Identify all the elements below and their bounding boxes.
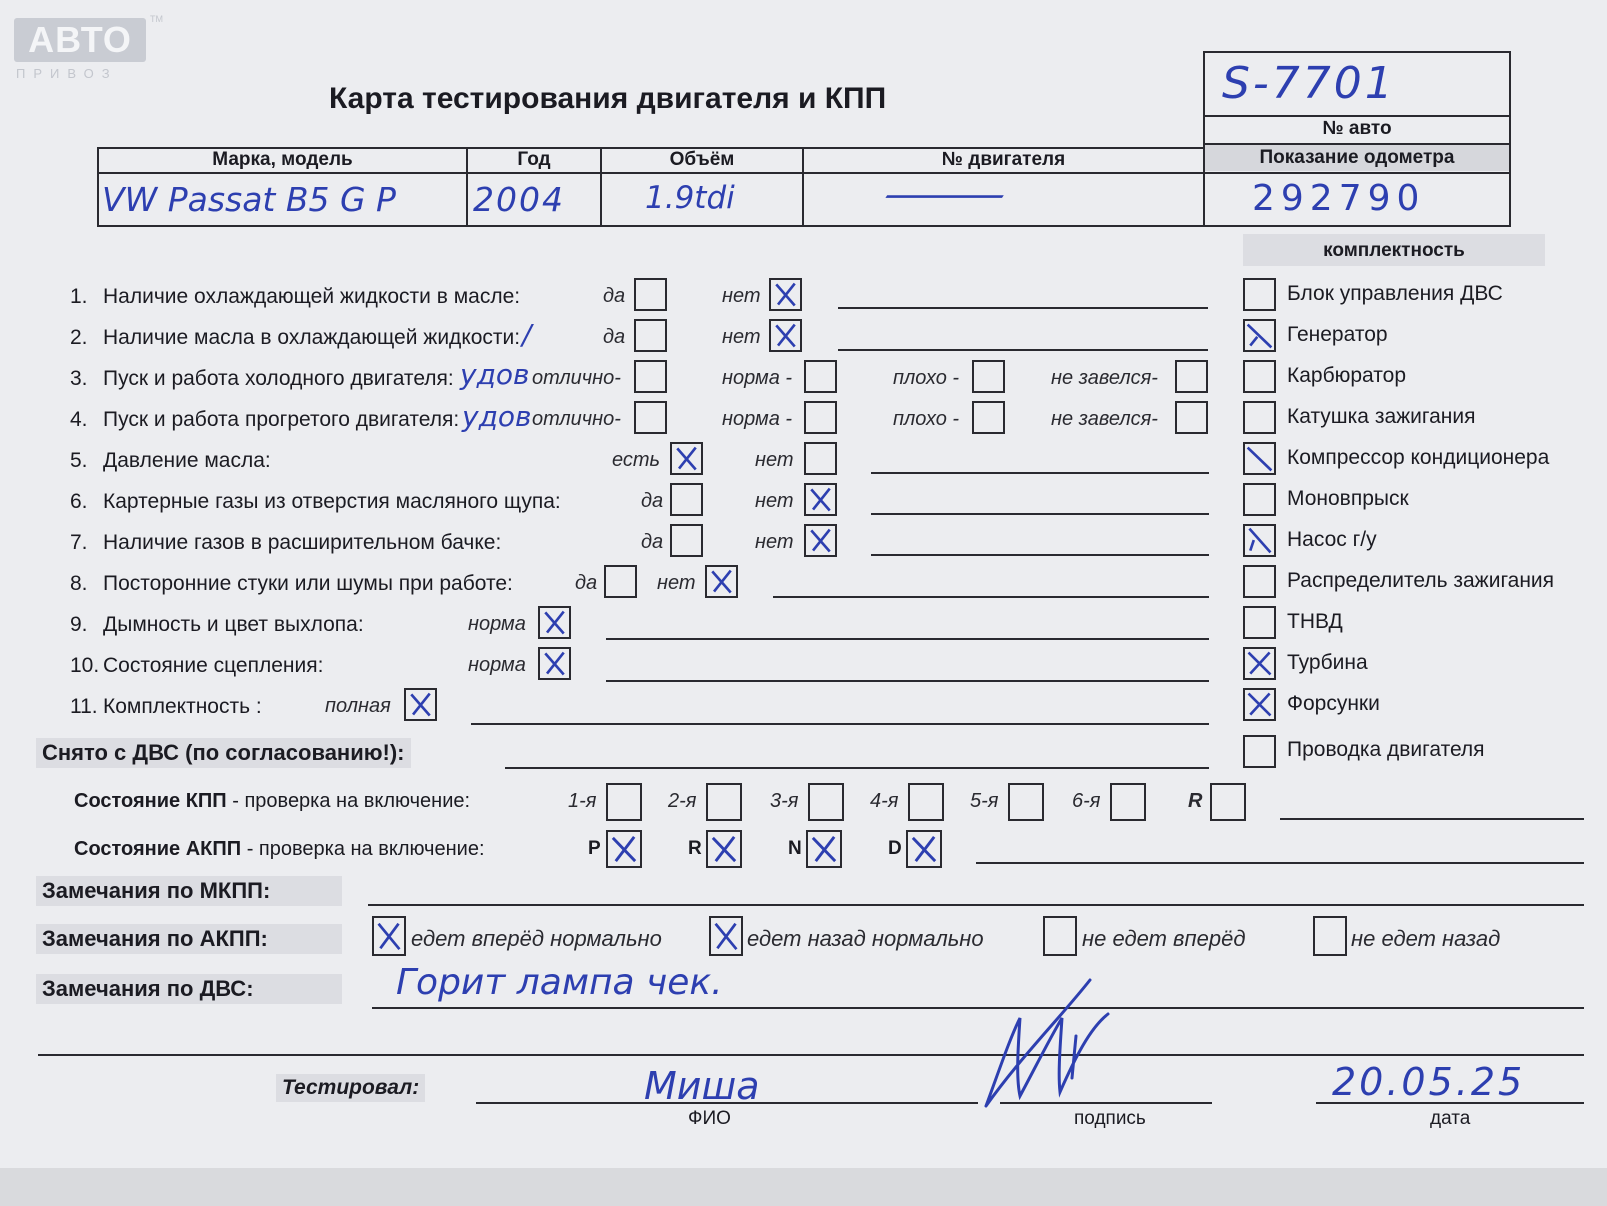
q7-no-checkbox[interactable]: [804, 524, 837, 557]
kit-item-label: Карбюратор: [1287, 364, 1407, 387]
x-mark-icon: [406, 690, 435, 719]
option-label-norma: норма: [468, 613, 526, 635]
gear-label: R: [1188, 790, 1203, 812]
q6-yes-checkbox[interactable]: [670, 483, 703, 516]
option-label-net: нет: [755, 531, 794, 553]
q1-comment-line: [838, 307, 1208, 309]
x-mark-icon: [374, 918, 404, 954]
x-mark-icon: [672, 444, 701, 473]
kit-checkbox[interactable]: [1243, 647, 1276, 680]
question-number: 11.: [70, 695, 98, 718]
q2-yes-checkbox[interactable]: [634, 319, 667, 352]
kit-checkbox[interactable]: [1243, 278, 1276, 311]
question-text: Комплектность :: [103, 695, 262, 718]
x-mark-icon: [711, 918, 741, 954]
option-label-da: да: [575, 572, 598, 594]
option-label-net: нет: [755, 449, 794, 471]
question-text: Состояние сцепления:: [103, 654, 324, 677]
option-label-norma: норма -: [722, 367, 793, 389]
gear-4-checkbox[interactable]: [908, 783, 944, 821]
col-year: Год: [517, 149, 551, 170]
gear-label: 6-я: [1072, 790, 1101, 812]
q5-comment-line: [871, 472, 1209, 474]
q3-handwritten-note: удов: [460, 358, 530, 391]
q2-no-checkbox[interactable]: [769, 319, 802, 352]
question-number: 8.: [70, 572, 88, 595]
kit-item-label: Проводка двигателя: [1287, 738, 1485, 761]
q5-yes-checkbox[interactable]: [670, 442, 703, 475]
gear-label: 2-я: [668, 790, 697, 812]
akpp-no-forward-checkbox[interactable]: [1043, 916, 1077, 956]
q10-comment-line: [606, 680, 1209, 682]
avto-privoz-logo: [14, 18, 146, 62]
x-mark-icon: [1245, 690, 1274, 719]
remarks-dvs-line: [372, 1007, 1584, 1009]
option-label-net: нет: [755, 490, 794, 512]
q2-handwritten-mark: /: [522, 318, 532, 351]
x-mark-icon: [771, 280, 800, 309]
option-label-ne-zavelsya: не завелся-: [1051, 408, 1158, 430]
kit-item-label: Турбина: [1287, 651, 1368, 674]
volume-value: 1.9tdi: [645, 180, 735, 216]
remarks-akpp-label: Замечания по АКПП:: [36, 924, 342, 954]
option-label-net: нет: [722, 326, 761, 348]
col-odometer: Показание одометра: [1259, 147, 1455, 168]
akpp-option-label: не едет вперёд: [1082, 926, 1246, 951]
q6-comment-line: [871, 513, 1209, 515]
kpp-label-bold: Состояние КПП: [74, 790, 227, 812]
x-mark-icon: [1245, 526, 1274, 555]
x-mark-icon: [1245, 321, 1274, 350]
q2-comment-line: [838, 349, 1208, 351]
car-number-value: S-7701: [1222, 58, 1396, 109]
date-line: [1316, 1102, 1584, 1104]
x-mark-icon: [908, 832, 940, 866]
gear-1-checkbox[interactable]: [606, 783, 642, 821]
question-number: 4.: [70, 408, 88, 431]
option-label-otlichno: отлично-: [532, 367, 621, 389]
q1-no-checkbox[interactable]: [769, 278, 802, 311]
remarks-dvs-value: Горит лампа чек.: [396, 962, 723, 1003]
question-text: Наличие газов в расширительном бачке:: [103, 531, 502, 554]
option-label-ploho: плохо -: [893, 367, 960, 389]
kpp-comment-line: [1280, 818, 1584, 820]
x-mark-icon: [707, 567, 736, 596]
x-mark-icon: [808, 832, 840, 866]
signature-line: [1000, 1102, 1212, 1104]
question-number: 9.: [70, 613, 88, 636]
option-label-da: да: [603, 326, 626, 348]
akpp-comment-line: [976, 862, 1584, 864]
logo-text: АВТО: [28, 19, 132, 60]
akpp-backward-ok-checkbox[interactable]: [709, 916, 743, 956]
question-number: 5.: [70, 449, 88, 472]
akpp-d-checkbox[interactable]: [906, 830, 942, 868]
option-label-da: да: [641, 531, 664, 553]
kit-item-label: Распределитель зажигания: [1287, 569, 1555, 592]
remarks-mkpp-line: [368, 904, 1584, 906]
q8-comment-line: [773, 596, 1209, 598]
question-text: Посторонние стуки или шумы при работе:: [103, 572, 513, 595]
q4-not-started-checkbox[interactable]: [1175, 401, 1208, 434]
kit-item-label: Компрессор кондиционера: [1287, 446, 1550, 469]
akpp-no-backward-checkbox[interactable]: [1313, 916, 1347, 956]
kit-item-label: ТНВД: [1287, 610, 1343, 633]
option-label-da: да: [603, 285, 626, 307]
x-mark-icon: [1245, 444, 1274, 473]
gear-3-checkbox[interactable]: [808, 783, 844, 821]
question-number: 1.: [70, 285, 88, 308]
remarks-extra-line: [38, 1054, 1584, 1056]
q8-yes-checkbox[interactable]: [604, 565, 637, 598]
year-value: 2004: [473, 180, 565, 219]
x-mark-icon: [806, 485, 835, 514]
option-label-da: да: [641, 490, 664, 512]
kit-item-label: Форсунки: [1287, 692, 1380, 715]
kit-checkbox[interactable]: [1243, 606, 1276, 639]
question-text: Наличие охлаждающей жидкости в масле:: [103, 285, 521, 308]
gear-2-checkbox[interactable]: [706, 783, 742, 821]
x-mark-icon: [540, 608, 569, 637]
x-mark-icon: [806, 526, 835, 555]
akpp-position-label: N: [788, 838, 802, 859]
kit-checkbox[interactable]: [1243, 360, 1276, 393]
test-date-value: 20.05.25: [1332, 1060, 1526, 1104]
kpp-label-rest: - проверка на включение:: [226, 790, 471, 812]
question-text: Наличие масла в охлаждающей жидкости:: [103, 326, 521, 349]
kit-checkbox[interactable]: [1243, 565, 1276, 598]
q7-comment-line: [871, 554, 1209, 556]
kit-checkbox[interactable]: [1243, 442, 1276, 475]
remarks-mkpp-label: Замечания по МКПП:: [36, 876, 342, 906]
x-mark-icon: [708, 832, 740, 866]
akpp-option-label: едет назад нормально: [747, 926, 984, 951]
signature-label: подпись: [1074, 1108, 1146, 1129]
gear-label: 5-я: [970, 790, 999, 812]
kit-item-label: Насос г/у: [1287, 528, 1377, 551]
q3-not-started-checkbox[interactable]: [1175, 360, 1208, 393]
q3-bad-checkbox[interactable]: [972, 360, 1005, 393]
col-make-model: Марка, модель: [212, 149, 353, 170]
option-label-norma: норма: [468, 654, 526, 676]
logo-trademark: TM: [150, 14, 163, 24]
col-engine-no: № двигателя: [941, 149, 1066, 170]
q11-comment-line: [471, 723, 1209, 725]
gear-6-checkbox[interactable]: [1110, 783, 1146, 821]
question-text: Дымность и цвет выхлопа:: [103, 613, 364, 636]
q11-full-checkbox[interactable]: [404, 688, 437, 721]
x-mark-icon: [771, 321, 800, 350]
q7-yes-checkbox[interactable]: [670, 524, 703, 557]
akpp-n-checkbox[interactable]: [806, 830, 842, 868]
x-mark-icon: [608, 832, 640, 866]
question-number: 7.: [70, 531, 88, 554]
q9-comment-line: [606, 638, 1209, 640]
header-divider: [97, 172, 1511, 174]
removed-from-engine-line: [505, 767, 1209, 769]
kit-title: комплектность: [1323, 240, 1465, 261]
akpp-option-label: не едет назад: [1351, 926, 1501, 951]
removed-from-engine-label: Снято с ДВС (по согласованию!):: [36, 738, 411, 768]
col-volume: Объём: [669, 149, 735, 170]
akpp-label-bold: Состояние АКПП: [74, 838, 242, 860]
kit-checkbox[interactable]: [1243, 524, 1276, 557]
kit-item-label: Катушка зажигания: [1287, 405, 1476, 428]
option-label-ploho: плохо -: [893, 408, 960, 430]
signature-image: [980, 978, 1140, 1114]
gear-5-checkbox[interactable]: [1008, 783, 1044, 821]
kit-checkbox[interactable]: [1243, 735, 1276, 768]
gear-r-checkbox[interactable]: [1210, 783, 1246, 821]
question-text: Давление масла:: [103, 449, 271, 472]
name-line: [476, 1102, 978, 1104]
q3-excellent-checkbox[interactable]: [634, 360, 667, 393]
akpp-p-checkbox[interactable]: [606, 830, 642, 868]
engine-no-value: —: [880, 172, 1010, 216]
kit-checkbox[interactable]: [1243, 483, 1276, 516]
x-mark-icon: [1245, 649, 1274, 678]
akpp-r-checkbox[interactable]: [706, 830, 742, 868]
gear-label: 1-я: [568, 790, 597, 812]
akpp-position-label: D: [888, 838, 902, 859]
gear-label: 4-я: [870, 790, 899, 812]
date-label: дата: [1430, 1108, 1471, 1129]
question-number: 6.: [70, 490, 88, 513]
remarks-dvs-label: Замечания по ДВС:: [36, 974, 342, 1004]
odometer-value: 292790: [1252, 178, 1426, 219]
gear-label: 3-я: [770, 790, 799, 812]
option-label-net: нет: [722, 285, 761, 307]
q4-excellent-checkbox[interactable]: [634, 401, 667, 434]
q1-yes-checkbox[interactable]: [634, 278, 667, 311]
akpp-label-rest: - проверка на включение:: [241, 838, 485, 860]
q3-normal-checkbox[interactable]: [804, 360, 837, 393]
kit-checkbox[interactable]: [1243, 688, 1276, 721]
option-label-norma: норма -: [722, 408, 793, 430]
logo-subtitle: ПРИВОЗ: [16, 66, 118, 81]
q8-no-checkbox[interactable]: [705, 565, 738, 598]
kit-item-label: Моновпрыск: [1287, 487, 1409, 510]
tested-by-label: Тестировал:: [276, 1074, 425, 1102]
q5-no-checkbox[interactable]: [804, 442, 837, 475]
question-number: 2.: [70, 326, 88, 349]
tester-name: Миша: [644, 1064, 760, 1108]
q10-normal-checkbox[interactable]: [538, 647, 571, 680]
akpp-forward-ok-checkbox[interactable]: [372, 916, 406, 956]
akpp-position-label: R: [688, 838, 702, 859]
option-label-net: нет: [657, 572, 696, 594]
q4-bad-checkbox[interactable]: [972, 401, 1005, 434]
question-number: 3.: [70, 367, 88, 390]
kit-checkbox[interactable]: [1243, 319, 1276, 352]
question-text: Картерные газы из отверстия масляного щупа:: [103, 490, 561, 513]
page-title: Карта тестирования двигателя и КПП: [329, 82, 887, 115]
question-number: 10.: [70, 654, 100, 677]
fio-label: ФИО: [688, 1108, 731, 1129]
kpp-label: [74, 790, 470, 813]
kit-item-label: Генератор: [1287, 323, 1388, 346]
option-label-otlichno: отлично-: [532, 408, 621, 430]
q6-no-checkbox[interactable]: [804, 483, 837, 516]
question-text: Пуск и работа прогретого двигателя:: [103, 408, 460, 431]
q4-normal-checkbox[interactable]: [804, 401, 837, 434]
q9-normal-checkbox[interactable]: [538, 606, 571, 639]
question-text: Пуск и работа холодного двигателя:: [103, 367, 454, 390]
paper-bottom-edge: [0, 1168, 1607, 1206]
make-model-value: VW Passat B5 G P: [102, 180, 396, 219]
akpp-position-label: P: [588, 838, 601, 859]
option-label-ne-zavelsya: не завелся-: [1051, 367, 1158, 389]
akpp-label: [74, 838, 485, 861]
option-label-est: есть: [612, 449, 661, 471]
car-number-label: № авто: [1322, 118, 1392, 139]
x-mark-icon: [540, 649, 569, 678]
kit-item-label: Блок управления ДВС: [1287, 282, 1503, 305]
akpp-option-label: едет вперёд нормально: [411, 926, 662, 951]
option-label-polnaya: полная: [325, 695, 391, 717]
kit-checkbox[interactable]: [1243, 401, 1276, 434]
q4-handwritten-note: удов: [462, 400, 532, 433]
